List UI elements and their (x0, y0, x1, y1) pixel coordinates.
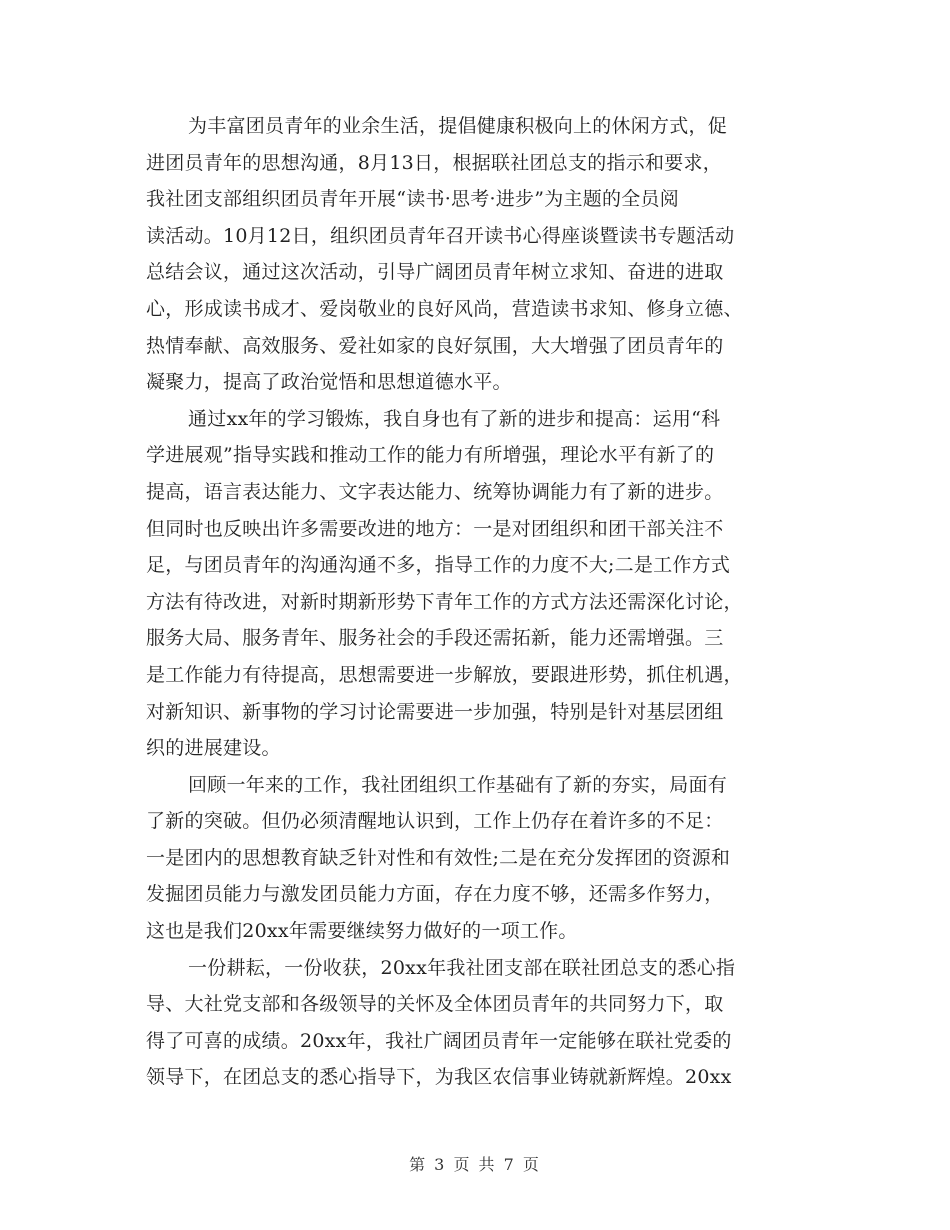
text-line: 总结会议，通过这次活动，引导广阔团员青年树立求知、奋进的进取 (146, 261, 724, 284)
text-line: 回顾一年来的工作，我社团组织工作基础有了新的夯实，局面有 (188, 773, 728, 796)
text-line: 但同时也反映出许多需要改进的地方：一是对团组织和团干部关注不 (146, 517, 724, 540)
text-line: 通过xx年的学习锻炼，我自身也有了新的进步和提高：运用“科 (188, 407, 721, 430)
paragraph-3 (146, 767, 806, 950)
text-line: 学进展观”指导实践和推动工作的能力有所增强，理论水平有新了的 (146, 444, 715, 467)
text-line: 是工作能力有待提高，思想需要进一步解放，要跟进形势，抓住机遇， (146, 663, 743, 686)
text-line: 一是团内的思想教育缺乏针对性和有效性;二是在充分发挥团的资源和 (146, 846, 731, 869)
text-line: 读活动。10月12日，组织团员青年召开读书心得座谈暨读书专题活动 (146, 224, 735, 247)
text-line: 心，形成读书成才、爱岗敬业的良好风尚，营造读书求知、修身立德、 (146, 297, 743, 320)
text-line: 这也是我们20xx年需要继续努力做好的一项工作。 (146, 920, 578, 943)
paragraph-1 (146, 108, 806, 401)
text-line: 足，与团员青年的沟通沟通不多，指导工作的力度不大;二是工作方式 (146, 554, 731, 577)
text-line: 我社团支部组织团员青年开展“读书·思考·进步”为主题的全员阅 (146, 188, 680, 211)
text-line: 进团员青年的思想沟通，8月13日，根据联社团总支的指示和要求， (146, 151, 723, 174)
text-line: 织的进展建设。 (146, 737, 281, 760)
text-line: 领导下，在团总支的悉心指导下，为我区农信事业铸就新辉煌。20xx (146, 1066, 732, 1089)
text-line: 服务大局、服务青年、服务社会的手段还需拓新，能力还需增强。三 (146, 627, 724, 650)
text-line: 对新知识、新事物的学习讨论需要进一步加强，特别是针对基层团组 (146, 700, 724, 723)
text-line: 热情奉献、高效服务、爱社如家的良好氛围，大大增强了团员青年的 (146, 334, 724, 357)
paragraph-2 (146, 401, 806, 767)
text-line: 导、大社党支部和各级领导的关怀及全体团员青年的共同努力下，取 (146, 993, 724, 1016)
text-line: 一份耕耘，一份收获，20xx年我社团支部在联社团总支的悉心指 (188, 956, 736, 979)
text-line: 为丰富团员青年的业余生活，提倡健康积极向上的休闲方式，促 (188, 115, 728, 137)
paragraph-4 (146, 950, 806, 1096)
page-number: 第 3 页 共 7 页 (409, 1155, 541, 1174)
text-line: 得了可喜的成绩。20xx年，我社广阔团员青年一定能够在联社党委的 (146, 1029, 732, 1052)
document-body (146, 108, 806, 1096)
text-line: 发掘团员能力与激发团员能力方面，存在力度不够，还需多作努力， (146, 883, 724, 906)
text-line: 了新的突破。但仍必须清醒地认识到，工作上仍存在着许多的不足： (146, 810, 724, 833)
text-line: 凝聚力，提高了政治觉悟和思想道德水平。 (146, 371, 512, 394)
text-line: 方法有待改进，对新时期新形势下青年工作的方式方法还需深化讨论， (146, 590, 743, 613)
text-line: 提高，语言表达能力、文字表达能力、统筹协调能力有了新的进步。 (146, 480, 724, 503)
